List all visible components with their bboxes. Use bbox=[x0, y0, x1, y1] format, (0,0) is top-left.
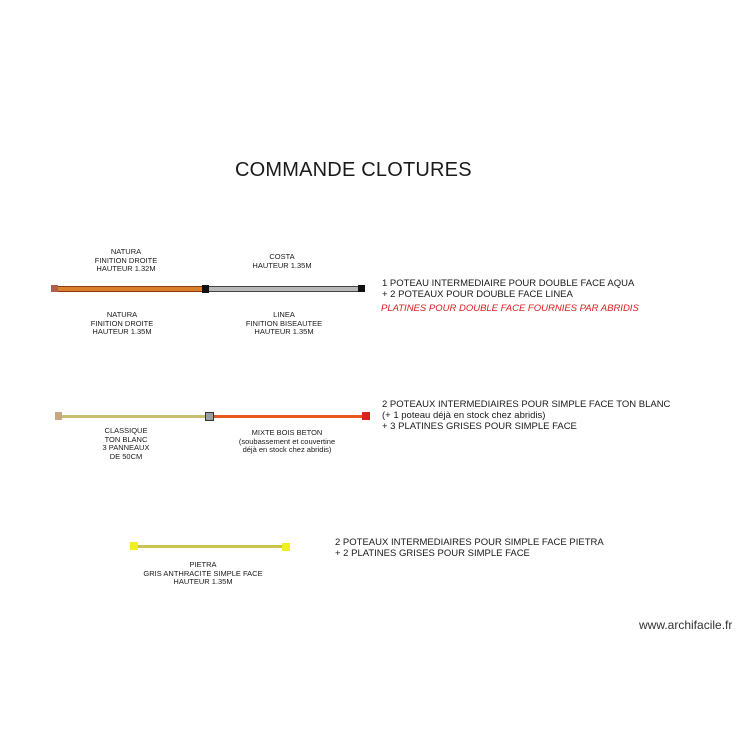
label-line: HAUTEUR 1.35M bbox=[252, 260, 312, 270]
label-line: FINITION BISEAUTEE bbox=[245, 318, 323, 328]
post-right[interactable] bbox=[358, 285, 365, 292]
natura-top-label bbox=[95, 248, 158, 274]
label-line: HAUTEUR 1.35M bbox=[92, 327, 152, 336]
row3-note bbox=[335, 537, 604, 559]
label-line: DE 50CM bbox=[109, 451, 143, 461]
row1-note-red: PLATINES POUR DOUBLE FACE FOURNIES PAR ABRIDIS bbox=[381, 303, 639, 314]
note-line: + 2 POTEAUX POUR DOUBLE FACE LINEA bbox=[382, 289, 573, 300]
row1-note bbox=[382, 278, 634, 300]
label-line: (soubassement et couvertine bbox=[238, 436, 336, 446]
note-line: + 2 PLATINES GRISES POUR SIMPLE FACE bbox=[335, 548, 530, 559]
fence-segment-natura[interactable] bbox=[55, 286, 205, 292]
label-line: PIETRA bbox=[189, 560, 217, 569]
note-line: 2 POTEAUX INTERMEDIAIRES POUR SIMPLE FACE TON BLANC bbox=[382, 399, 671, 410]
label-line: NATURA bbox=[110, 247, 142, 256]
label-line: MIXTE BOIS BETON bbox=[251, 428, 323, 437]
post-middle[interactable] bbox=[205, 412, 214, 421]
note-line: (+ 1 poteau déjà en stock chez abridis) bbox=[382, 410, 546, 421]
label-line: CLASSIQUE bbox=[104, 426, 148, 435]
post-left[interactable] bbox=[51, 285, 58, 292]
label-line: FINITION DROITE bbox=[90, 318, 154, 328]
note-line: 2 POTEAUX INTERMEDIAIRES POUR SIMPLE FACE PIETRA bbox=[335, 537, 604, 548]
watermark: www.archifacile.fr bbox=[639, 618, 733, 632]
pietra-label bbox=[143, 561, 262, 587]
fence-segment-costa-linea[interactable] bbox=[205, 286, 362, 292]
post-right[interactable] bbox=[282, 543, 290, 551]
label-line: FINITION DROITE bbox=[94, 255, 158, 265]
label-line: 3 PANNEAUX bbox=[102, 443, 150, 452]
label-line: COSTA bbox=[269, 252, 295, 261]
label-line: NATURA bbox=[106, 310, 138, 319]
fence-segment-pietra[interactable] bbox=[134, 545, 286, 548]
row2-note bbox=[382, 399, 670, 432]
post-right[interactable] bbox=[362, 412, 370, 420]
linea-label bbox=[246, 311, 322, 337]
label-line: HAUTEUR 1.35M bbox=[173, 577, 233, 586]
post-left[interactable] bbox=[130, 542, 138, 550]
label-line: GRIS ANTHRACITE SIMPLE FACE bbox=[143, 568, 263, 578]
classique-label bbox=[103, 427, 150, 461]
label-line: HAUTEUR 1.35M bbox=[254, 327, 314, 336]
label-line: déjà en stock chez abridis) bbox=[242, 445, 332, 454]
costa-label bbox=[252, 253, 311, 270]
post-middle[interactable] bbox=[202, 285, 209, 293]
note-line: 1 POTEAU INTERMEDIAIRE POUR DOUBLE FACE AQUA bbox=[382, 278, 635, 289]
page-title: COMMANDE CLOTURES bbox=[235, 159, 472, 181]
label-line: LINEA bbox=[273, 310, 295, 319]
note-line: + 3 PLATINES GRISES POUR SIMPLE FACE bbox=[382, 421, 577, 432]
fence-segment-mixte[interactable] bbox=[210, 415, 366, 418]
label-line: TON BLANC bbox=[104, 434, 148, 444]
mixte-label bbox=[239, 429, 335, 455]
fence-segment-classique[interactable] bbox=[59, 415, 209, 418]
label-line: HAUTEUR 1.32M bbox=[96, 264, 156, 273]
natura-bottom-label bbox=[91, 311, 154, 337]
post-left[interactable] bbox=[55, 412, 62, 420]
